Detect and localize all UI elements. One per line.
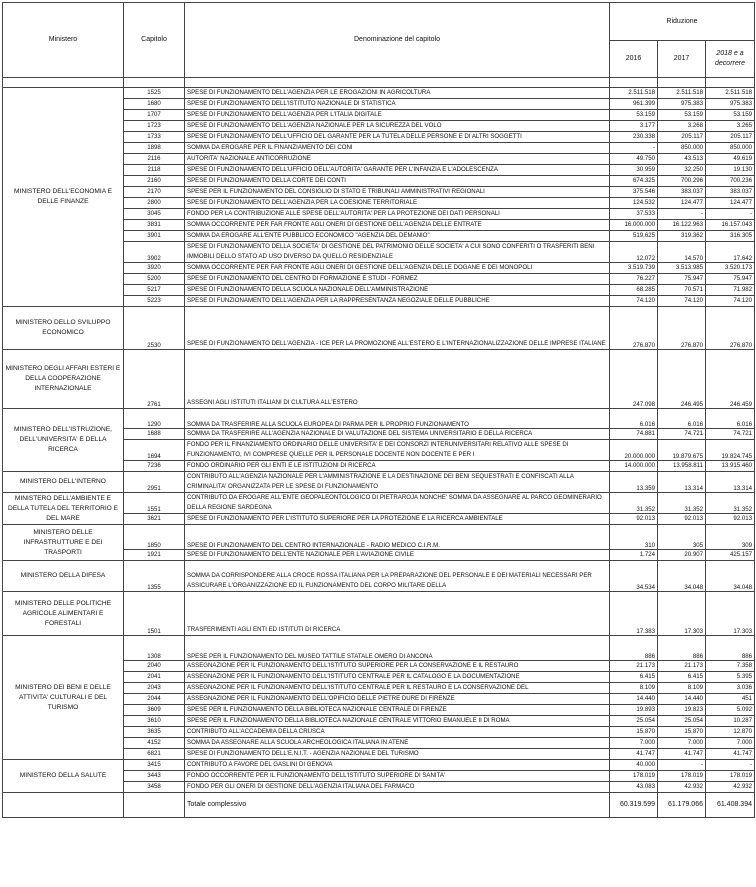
capitolo-cell: 2160	[124, 176, 185, 187]
capitolo-cell: 5200	[124, 274, 185, 285]
capitolo-cell: 1308	[124, 636, 185, 661]
denominazione-cell: SPESE DI FUNZIONAMENTO DELL'UFFICIO DELL'AUTORITA' GARANTE PER L'INFANZIA E L'ADOLESCENZA	[185, 165, 610, 176]
value-2016-cell: 6.016	[610, 409, 658, 429]
total-empty-ministero	[3, 793, 124, 818]
capitolo-cell: 1501	[124, 592, 185, 636]
table-row	[3, 493, 755, 514]
value-2018-cell: 178.019	[706, 771, 755, 782]
value-2017-cell: 13.958.811	[658, 461, 706, 472]
value-2017-cell: 34.048	[658, 561, 706, 592]
value-2018-cell: 75.947	[706, 274, 755, 285]
denominazione-cell: SPESE DI FUNZIONAMENTO DELL'UFFICIO DEL GARANTE PER LA TUTELA DELLE PERSONE E DI ALTRI SOGGETTI	[185, 132, 610, 143]
value-2017-cell: 20.907	[658, 550, 706, 561]
ministero-name: MINISTERO DELLA SALUTE	[3, 760, 124, 793]
value-2018-cell: 2.511.518	[706, 88, 755, 99]
value-2017-cell: 14.440	[658, 694, 706, 705]
value-2017-cell: -	[658, 209, 706, 220]
value-2018-cell: 246.459	[706, 350, 755, 409]
table-row	[3, 636, 755, 661]
value-2018-cell: 53.159	[706, 110, 755, 121]
value-2017-cell: 8.109	[658, 683, 706, 694]
capitolo-cell: 3902	[124, 242, 185, 263]
capitolo-cell: 1921	[124, 550, 185, 561]
value-2016-cell: 49.750	[610, 154, 658, 165]
header-riduzione: Riduzione	[610, 3, 755, 41]
capitolo-cell: 2170	[124, 187, 185, 198]
header-year-2016: 2016	[610, 41, 658, 78]
value-2017-cell: 178.019	[658, 771, 706, 782]
value-2017-cell: 32.250	[658, 165, 706, 176]
value-2018-cell: 13.915.460	[706, 461, 755, 472]
capitolo-cell: 1680	[124, 99, 185, 110]
value-2016-cell: 43.083	[610, 782, 658, 793]
value-2018-cell: 6.016	[706, 409, 755, 429]
denominazione-cell: FONDO PER LA CONTRIBUZIONE ALLE SPESE DELL'AUTORITA' PER LA PROTEZIONE DEI DATI PERSONALI	[185, 209, 610, 220]
value-2016-cell: 21.173	[610, 661, 658, 672]
total-2016: 60.319.599	[610, 793, 658, 818]
capitolo-cell: 2044	[124, 694, 185, 705]
value-2016-cell: 37.533	[610, 209, 658, 220]
value-2018-cell: 92.013	[706, 514, 755, 525]
denominazione-cell: SPESE DI FUNZIONAMENTO DELLA SOCIETA' DI GESTIONE DEL PATRIMONIO DELLE SOCIETA' A CUI SONO CONFERITI O TRASFERITI BENI IMMOBILI DELLO STATO AD USO DIVERSO DA QUELLO RESIDENZIALE	[185, 242, 610, 263]
value-2018-cell: 19.130	[706, 165, 755, 176]
capitolo-cell: 3415	[124, 760, 185, 771]
value-2018-cell: 49.619	[706, 154, 755, 165]
value-2016-cell: 92.013	[610, 514, 658, 525]
value-2016-cell: 124.532	[610, 198, 658, 209]
value-2017-cell: 700.296	[658, 176, 706, 187]
value-2016-cell: 16.000.000	[610, 220, 658, 231]
capitolo-cell: 1290	[124, 409, 185, 429]
table-row	[3, 409, 755, 429]
denominazione-cell: SOMMA DA EROGARE PER IL FINANZIAMENTO DEI CONI	[185, 143, 610, 154]
capitolo-cell: 3045	[124, 209, 185, 220]
value-2016-cell: 230.338	[610, 132, 658, 143]
capitolo-cell: 1688	[124, 429, 185, 440]
value-2018-cell: 17.303	[706, 592, 755, 636]
capitolo-cell: 2530	[124, 307, 185, 350]
value-2017-cell: 43.513	[658, 154, 706, 165]
capitolo-cell: 3901	[124, 231, 185, 242]
denominazione-cell: SPESE PER IL FUNZIONAMENTO DEL CONSIGLIO DI STATO E TRIBUNALI AMMINISTRATIVI REGIONALI	[185, 187, 610, 198]
header-year-2018: 2018 e a decorrere	[706, 41, 755, 78]
value-2018-cell: 3.265	[706, 121, 755, 132]
value-2017-cell: 886	[658, 636, 706, 661]
value-2017-cell: 3.268	[658, 121, 706, 132]
value-2018-cell: 425.157	[706, 550, 755, 561]
denominazione-cell: SPESE DI FUNZIONAMENTO DEL CENTRO INTERNAZIONALE - RADIO MEDICO C.I.R.M.	[185, 525, 610, 550]
capitolo-cell: 4152	[124, 738, 185, 749]
value-2018-cell: 74.721	[706, 429, 755, 440]
value-2017-cell: 74.721	[658, 429, 706, 440]
total-row	[3, 793, 755, 818]
denominazione-cell: SPESE PER IL FUNZIONAMENTO DEL MUSEO TATTILE STATALE OMERO DI ANCONA	[185, 636, 610, 661]
denominazione-cell: SPESE DI FUNZIONAMENTO DEL CENTRO DI FORMAZIONE E STUDI - FORMEZ	[185, 274, 610, 285]
denominazione-cell: SPESE DI FUNZIONAMENTO DELL'ISTITUTO NAZIONALE DI STATISTICA	[185, 99, 610, 110]
value-2018-cell: 975.383	[706, 99, 755, 110]
reduction-table-sheet	[2, 2, 754, 885]
denominazione-cell: CONTRIBUTO DA EROGARE ALL'ENTE GEOPALEONTOLOGICO DI PIETRAROJA NONCHE' SOMMA DA ASSEGNARE AL PARCO GEOMINERARIO DELLA REGIONE SARDEGNA	[185, 493, 610, 514]
value-2018-cell: 886	[706, 636, 755, 661]
value-2017-cell: 42.932	[658, 782, 706, 793]
ministero-name: MINISTERO DEGLI AFFARI ESTERI E DELLA COOPERAZIONE INTERNAZIONALE	[3, 350, 124, 409]
value-2016-cell: 40.000	[610, 760, 658, 771]
table-row	[3, 307, 755, 350]
value-2016-cell: 3.177	[610, 121, 658, 132]
value-2018-cell: 10.287	[706, 716, 755, 727]
value-2017-cell: 205.117	[658, 132, 706, 143]
value-2016-cell: 14.000.000	[610, 461, 658, 472]
capitolo-cell: 3610	[124, 716, 185, 727]
value-2017-cell: 975.383	[658, 99, 706, 110]
value-2017-cell: 21.173	[658, 661, 706, 672]
value-2017-cell: 31.352	[658, 493, 706, 514]
value-2017-cell: 7.000	[658, 738, 706, 749]
reduction-table	[2, 2, 755, 818]
denominazione-cell: ASSEGNAZIONE PER IL FUNZIONAMENTO DELL'OPIFICIO DELLE PIETRE DURE DI FIRENZE	[185, 694, 610, 705]
value-2016-cell: 30.959	[610, 165, 658, 176]
capitolo-cell: 1694	[124, 440, 185, 461]
value-2017-cell: 319.362	[658, 231, 706, 242]
denominazione-cell: SOMMA DA CORRISPONDERE ALLA CROCE ROSSA ITALIANA PER LA PREPARAZIONE DEL PERSONALE E DEI MATERIALI NECESSARI PER ASSICURARE L'ORGANIZZAZIONE ED IL FUNZIONAMENTO DEL CORPO MILITARE DELLA	[185, 561, 610, 592]
value-2018-cell: 316.305	[706, 231, 755, 242]
denominazione-cell: AUTORITA' NAZIONALE ANTICORRUZIONE	[185, 154, 610, 165]
denominazione-cell: SOMMA OCCORRENTE PER FAR FRONTE AGLI ONERI DI GESTIONE DELL'AGENZIA DELLE ENTRATE	[185, 220, 610, 231]
total-2018: 61.408.394	[706, 793, 755, 818]
capitolo-cell: 3635	[124, 727, 185, 738]
value-2018-cell: 12.870	[706, 727, 755, 738]
value-2016-cell: 2.511.518	[610, 88, 658, 99]
header-ministero: Ministero	[3, 3, 124, 78]
value-2016-cell: 375.546	[610, 187, 658, 198]
value-2018-cell: 850.000	[706, 143, 755, 154]
value-2018-cell: 205.117	[706, 132, 755, 143]
table-body	[3, 78, 755, 793]
value-2018-cell: 124.477	[706, 198, 755, 209]
header-denominazione: Denominazione del capitolo	[185, 3, 610, 78]
value-2016-cell: 519.625	[610, 231, 658, 242]
ministero-name: MINISTERO DELLA DIFESA	[3, 561, 124, 592]
denominazione-cell: SPESE PER IL FUNZIONAMENTO DELLA BIBLIOTECA NAZIONALE CENTRALE DI FIRENZE	[185, 705, 610, 716]
denominazione-cell: CONTRIBUTO A FAVORE DEL GASLINI DI GENOVA	[185, 760, 610, 771]
value-2016-cell: 34.534	[610, 561, 658, 592]
ministero-name: MINISTERO DELL'ECONOMIA E DELLE FINANZE	[3, 88, 124, 307]
capitolo-cell: 1707	[124, 110, 185, 121]
denominazione-cell: CONTRIBUTO ALL'AGENZIA NAZIONALE PER L'AMMINISTRAZIONE E LA DESTINAZIONE DEI BENI SEQUESTRATI E CONFISCATI ALLA CRIMINALITA' ORGANIZZATA PER LE SPESE DI FUNZIONAMENTO	[185, 472, 610, 493]
value-2016-cell: 76.227	[610, 274, 658, 285]
ministero-name: MINISTERO DELL'ISTRUZIONE, DELL'UNIVERSITA' E DELLA RICERCA	[3, 409, 124, 472]
denominazione-cell: FONDO ORDINARIO PER GLI ENTI E LE ISTITUZIONI DI RICERCA	[185, 461, 610, 472]
value-2016-cell: 3.519.739	[610, 263, 658, 274]
value-2017-cell: 17.303	[658, 592, 706, 636]
capitolo-cell: 5223	[124, 296, 185, 307]
value-2018-cell: 451	[706, 694, 755, 705]
capitolo-cell: 2761	[124, 350, 185, 409]
capitolo-cell: 2118	[124, 165, 185, 176]
value-2018-cell: 7.000	[706, 738, 755, 749]
value-2017-cell: 70.571	[658, 285, 706, 296]
value-2017-cell: 305	[658, 525, 706, 550]
denominazione-cell: FONDO OCCORRENTE PER IL FUNZIONAMENTO DELL'ISTITUTO SUPERIORE DI SANITA'	[185, 771, 610, 782]
denominazione-cell: SPESE DI FUNZIONAMENTO DELLA CORTE DEI CONTI	[185, 176, 610, 187]
value-2016-cell: -	[610, 143, 658, 154]
value-2017-cell: 19.823	[658, 705, 706, 716]
denominazione-cell: FONDO PER IL FINANZIAMENTO ORDINARIO DELLE UNIVERSITA' E DEI CONSORZI INTERUNIVERSITARI RELATIVO ALLE SPESE DI FUNZIONAMENTO, IVI COMPRESE QUELLE PER IL PERSONALE DOCENTE NON DOCENTE E PER I	[185, 440, 610, 461]
value-2016-cell: 247.098	[610, 350, 658, 409]
value-2016-cell: 178.019	[610, 771, 658, 782]
capitolo-cell: 6821	[124, 749, 185, 760]
value-2017-cell: 19.879.675	[658, 440, 706, 461]
value-2017-cell: 13.314	[658, 472, 706, 493]
ministero-name: MINISTERO DELLE POLITICHE AGRICOLE ALIMENTARI E FORESTALI	[3, 592, 124, 636]
value-2017-cell: 16.122.963	[658, 220, 706, 231]
value-2016-cell: 6.415	[610, 672, 658, 683]
value-2017-cell: 6.415	[658, 672, 706, 683]
capitolo-cell: 1723	[124, 121, 185, 132]
value-2016-cell: 674.325	[610, 176, 658, 187]
capitolo-cell: 2116	[124, 154, 185, 165]
capitolo-cell: 1525	[124, 88, 185, 99]
denominazione-cell: TRASFERIMENTI AGLI ENTI ED ISTITUTI DI RICERCA	[185, 592, 610, 636]
value-2016-cell: 8.109	[610, 683, 658, 694]
capitolo-cell: 2800	[124, 198, 185, 209]
denominazione-cell: SPESE PER IL FUNZIONAMENTO DELLA BIBLIOTECA NAZIONALE CENTRALE VITTORIO EMANUELE II DI ROMA	[185, 716, 610, 727]
value-2016-cell: 15.870	[610, 727, 658, 738]
capitolo-cell: 2043	[124, 683, 185, 694]
value-2018-cell: 383.037	[706, 187, 755, 198]
value-2017-cell: 92.013	[658, 514, 706, 525]
capitolo-cell: 1355	[124, 561, 185, 592]
capitolo-cell: 1850	[124, 525, 185, 550]
denominazione-cell: SPESE DI FUNZIONAMENTO DELL'AGENZIA PER L'ITALIA DIGITALE	[185, 110, 610, 121]
value-2018-cell: 3.520.173	[706, 263, 755, 274]
denominazione-cell: SPESE DI FUNZIONAMENTO DELL'AGENZIA - ICE PER LA PROMOZIONE ALL'ESTERO E L'INTERNAZIONALIZZAZIONE DELLE IMPRESE ITALIANE	[185, 307, 610, 350]
denominazione-cell: SPESE DI FUNZIONAMENTO DELL'AGENZIA PER LE EROGAZIONI IN AGRICOLTURA	[185, 88, 610, 99]
value-2016-cell: 7.000	[610, 738, 658, 749]
capitolo-cell: 3621	[124, 514, 185, 525]
value-2018-cell: 42.932	[706, 782, 755, 793]
value-2016-cell: 12.072	[610, 242, 658, 263]
capitolo-cell: 2041	[124, 672, 185, 683]
total-empty-capitolo	[124, 793, 185, 818]
value-2016-cell: 310	[610, 525, 658, 550]
table-row	[3, 350, 755, 409]
value-2016-cell: 1.724	[610, 550, 658, 561]
value-2017-cell: 14.570	[658, 242, 706, 263]
value-2018-cell: 41.747	[706, 749, 755, 760]
value-2017-cell: -	[658, 760, 706, 771]
capitolo-cell: 7236	[124, 461, 185, 472]
denominazione-cell: SPESE DI FUNZIONAMENTO DELL'AGENZIA NAZIONALE PER LA SICUREZZA DEL VOLO	[185, 121, 610, 132]
denominazione-cell: SPESE DI FUNZIONAMENTO DELL'AGENZIA PER LA COESIONE TERRITORIALE	[185, 198, 610, 209]
value-2018-cell: 309	[706, 525, 755, 550]
value-2018-cell: 74.120	[706, 296, 755, 307]
capitolo-cell: 1898	[124, 143, 185, 154]
denominazione-cell: CONTRIBUTO ALL'ACCADEMIA DELLA CRUSCA	[185, 727, 610, 738]
value-2016-cell: 276.870	[610, 307, 658, 350]
value-2017-cell: 850.000	[658, 143, 706, 154]
table-row	[3, 760, 755, 771]
ministero-name: MINISTERO DELLO SVILUPPO ECONOMICO	[3, 307, 124, 350]
value-2017-cell: 15.870	[658, 727, 706, 738]
capitolo-cell: 2040	[124, 661, 185, 672]
total-label: Totale complessivo	[185, 793, 610, 818]
capitolo-cell: 1733	[124, 132, 185, 143]
value-2016-cell: 14.440	[610, 694, 658, 705]
value-2017-cell: 41.747	[658, 749, 706, 760]
capitolo-cell: 3920	[124, 263, 185, 274]
capitolo-cell: 3609	[124, 705, 185, 716]
value-2016-cell: 31.352	[610, 493, 658, 514]
value-2017-cell: 75.947	[658, 274, 706, 285]
value-2016-cell: 74.120	[610, 296, 658, 307]
value-2016-cell: 74.881	[610, 429, 658, 440]
value-2018-cell: 34.048	[706, 561, 755, 592]
value-2017-cell: 383.037	[658, 187, 706, 198]
denominazione-cell: SPESE DI FUNZIONAMENTO PER L'ISTITUTO SUPERIORE PER LA PROTEZIONE E LA RICERCA AMBIENTALE	[185, 514, 610, 525]
denominazione-cell: ASSEGNI AGLI ISTITUTI ITALIANI DI CULTURA ALL'ESTERO	[185, 350, 610, 409]
ministero-name: MINISTERO DELL'INTERNO	[3, 472, 124, 493]
denominazione-cell: SPESE DI FUNZIONAMENTO DELLA SCUOLA NAZIONALE DELL'AMMINISTRAZIONE	[185, 285, 610, 296]
denominazione-cell: SOMMA DA EROGARE ALL'ENTE PUBBLICO ECONOMICO "AGENZIA DEL DEMANIO"	[185, 231, 610, 242]
value-2016-cell: 68.285	[610, 285, 658, 296]
value-2018-cell: 19.824.745	[706, 440, 755, 461]
header-row-1	[3, 3, 755, 41]
value-2016-cell: 20.000.000	[610, 440, 658, 461]
denominazione-cell: SOMMA DA TRASFERIRE ALLA SCUOLA EUROPEA DI PARMA PER IL PROPRIO FUNZIONAMENTO	[185, 409, 610, 429]
header-capitolo: Capitolo	[124, 3, 185, 78]
value-2018-cell: 5.092	[706, 705, 755, 716]
value-2016-cell: 25.054	[610, 716, 658, 727]
value-2018-cell: -	[706, 209, 755, 220]
value-2018-cell: 700.236	[706, 176, 755, 187]
value-2018-cell: -	[706, 760, 755, 771]
denominazione-cell: ASSEGNAZIONE PER IL FUNZIONAMENTO DELL'ISTITUTO CENTRALE PER IL CATALOGO E LA DOCUMENTAZIONE	[185, 672, 610, 683]
value-2017-cell: 124.477	[658, 198, 706, 209]
value-2018-cell: 276.870	[706, 307, 755, 350]
value-2016-cell: 53.159	[610, 110, 658, 121]
value-2018-cell: 7.358	[706, 661, 755, 672]
table-row	[3, 88, 755, 99]
value-2018-cell: 16.157.043	[706, 220, 755, 231]
denominazione-cell: SOMMA DA TRASFERIRE ALL'AGENZIA NAZIONALE DI VALUTAZIONE DEL SISTEMA UNIVERSITARIO E DELLA RICERCA	[185, 429, 610, 440]
capitolo-cell: 5217	[124, 285, 185, 296]
value-2018-cell: 5.395	[706, 672, 755, 683]
capitolo-cell: 2951	[124, 472, 185, 493]
value-2016-cell: 17.383	[610, 592, 658, 636]
denominazione-cell: SPESE DI FUNZIONAMENTO DELL'ENTE NAZIONALE PER L'AVIAZIONE CIVILE	[185, 550, 610, 561]
table-row	[3, 525, 755, 550]
value-2017-cell: 246.495	[658, 350, 706, 409]
value-2018-cell: 3.036	[706, 683, 755, 694]
value-2018-cell: 31.352	[706, 493, 755, 514]
table-row	[3, 561, 755, 592]
ministero-name: MINISTERO DELL'AMBIENTE E DELLA TUTELA DEL TERRITORIO E DEL MARE	[3, 493, 124, 525]
value-2017-cell: 6.016	[658, 409, 706, 429]
value-2018-cell: 13.314	[706, 472, 755, 493]
denominazione-cell: SOMMA OCCORRENTE PER FAR FRONTE AGLI ONERI DI GESTIONE DELL'AGENZIA DELLE DOGANE E DEI MONOPOLI	[185, 263, 610, 274]
value-2016-cell: 961.399	[610, 99, 658, 110]
capitolo-cell: 3443	[124, 771, 185, 782]
value-2017-cell: 276.870	[658, 307, 706, 350]
value-2016-cell: 41.747	[610, 749, 658, 760]
ministero-name: MINISTERO DEI BENI E DELLE ATTIVITA' CULTURALI E DEL TURISMO	[3, 636, 124, 760]
value-2017-cell: 3.513.985	[658, 263, 706, 274]
value-2017-cell: 74.120	[658, 296, 706, 307]
value-2018-cell: 17.642	[706, 242, 755, 263]
value-2016-cell: 19.893	[610, 705, 658, 716]
capitolo-cell: 1551	[124, 493, 185, 514]
header-year-2017: 2017	[658, 41, 706, 78]
capitolo-cell: 3458	[124, 782, 185, 793]
denominazione-cell: ASSEGNAZIONE PER IL FUNZIONAMENTO DELL'ISTITUTO CENTRALE PER IL RESTAURO E LA CONSERVAZIONE DEL	[185, 683, 610, 694]
denominazione-cell: ASSEGNAZIONE PER IL FUNZIONAMENTO DELL'ISTITUTO SUPERIORE PER LA CONSERVAZIONE E IL RESTAURO	[185, 661, 610, 672]
total-2017: 61.179.066	[658, 793, 706, 818]
ministero-name: MINISTERO DELLE INFRASTRUTTURE E DEI TRASPORTI	[3, 525, 124, 561]
value-2016-cell: 886	[610, 636, 658, 661]
value-2017-cell: 53.159	[658, 110, 706, 121]
denominazione-cell: SPESE DI FUNZIONAMENTO DELL'E.N.I.T. - AGENZIA NAZIONALE DEL TURISMO	[185, 749, 610, 760]
value-2018-cell: 71.982	[706, 285, 755, 296]
table-row	[3, 472, 755, 493]
denominazione-cell: SPESE DI FUNZIONAMENTO DELL'AGENZIA PER LA RAPPRESENTANZA NEGOZIALE DELLE PUBBLICHE	[185, 296, 610, 307]
table-row	[3, 592, 755, 636]
denominazione-cell: FONDO PER GLI ONERI DI GESTIONE DELL'AGENZIA ITALIANA DEL FARMACO	[185, 782, 610, 793]
capitolo-cell: 3831	[124, 220, 185, 231]
value-2017-cell: 2.511.518	[658, 88, 706, 99]
value-2017-cell: 25.054	[658, 716, 706, 727]
denominazione-cell: SOMMA DA ASSEGNARE ALLA SCUOLA ARCHEOLOGICA ITALIANA IN ATENE	[185, 738, 610, 749]
spacer-row	[3, 78, 755, 88]
value-2016-cell: 13.359	[610, 472, 658, 493]
